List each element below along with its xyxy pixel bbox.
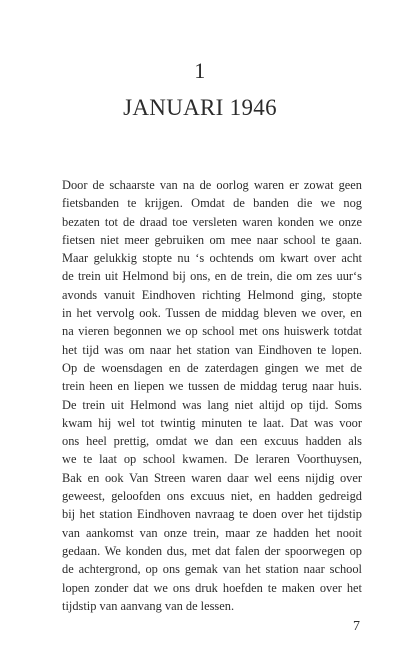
text-line: fietsen niet meer gebruiken om mee naar school te gaan. xyxy=(62,232,362,247)
text-line: trein heen en liepen we tussen de middag terug naar huis. xyxy=(62,379,362,394)
text-line: van aankomst van onze trein, maar ze hadden het nooit xyxy=(62,525,362,540)
text-line: fietsbanden te krijgen. Omdat de banden die we nog xyxy=(62,196,362,211)
chapter-number: 1 xyxy=(194,58,206,83)
text-line: na vieren begonnen we op school met ons huiswerk totdat xyxy=(62,324,362,339)
text-line: Maar gelukkig stopte nu ‘s ochtends om kwart over acht xyxy=(62,251,362,266)
text-line: lopen zonder dat we ons druk hoefden te maken over het xyxy=(62,580,362,595)
text-line: bezaten tot de draad toe versleten waren konden we onze xyxy=(62,214,362,229)
text-line: Op de woensdagen en de zaterdagen gingen we met de xyxy=(62,360,362,375)
text-line: tijdstip van aanvang van de lessen. xyxy=(62,598,235,613)
text-line: kwam hij wel tot twintig minuten te laat. Dat was voor xyxy=(62,415,362,430)
text-line: in het vervolg ook. Tussen de middag bleven we over, en xyxy=(62,306,362,321)
text-line: de achtergrond, op ons gemak van het station naar school xyxy=(62,562,362,577)
page-number: 7 xyxy=(353,619,360,634)
text-line: de trein uit Helmond bij ons, en de trein, die om zes uur‘s xyxy=(62,269,362,284)
text-line: De trein uit Helmond was lang niet altijd op tijd. Soms xyxy=(62,397,362,412)
text-line: Door de schaarste van na de oorlog waren er zowat geen xyxy=(62,178,362,192)
text-line: Bak en ook Van Streen waren daar wel eens nijdig over xyxy=(62,470,362,485)
text-line: we te laat op school kwamen. De leraren Voorthuysen, xyxy=(62,452,362,467)
text-line: gedaan. We konden dus, met dat falen der spoorwegen op xyxy=(62,543,362,558)
text-line: avonds vanuit Eindhoven richting Helmond ging, stopte xyxy=(62,287,362,302)
text-line: ons heel prettig, omdat we dan een excuus hadden als xyxy=(62,434,362,449)
text-line: het tijd was om naar het station van Eindhoven te lopen. xyxy=(62,342,362,357)
body-text xyxy=(62,176,362,615)
text-line: bij het station Eindhoven navraag te doen over het tijdstip xyxy=(62,507,362,522)
text-line: geweest, geloofden ons excuus niet, en hadden gedreigd xyxy=(62,489,362,504)
chapter-title: JANUARI 1946 xyxy=(123,95,277,120)
